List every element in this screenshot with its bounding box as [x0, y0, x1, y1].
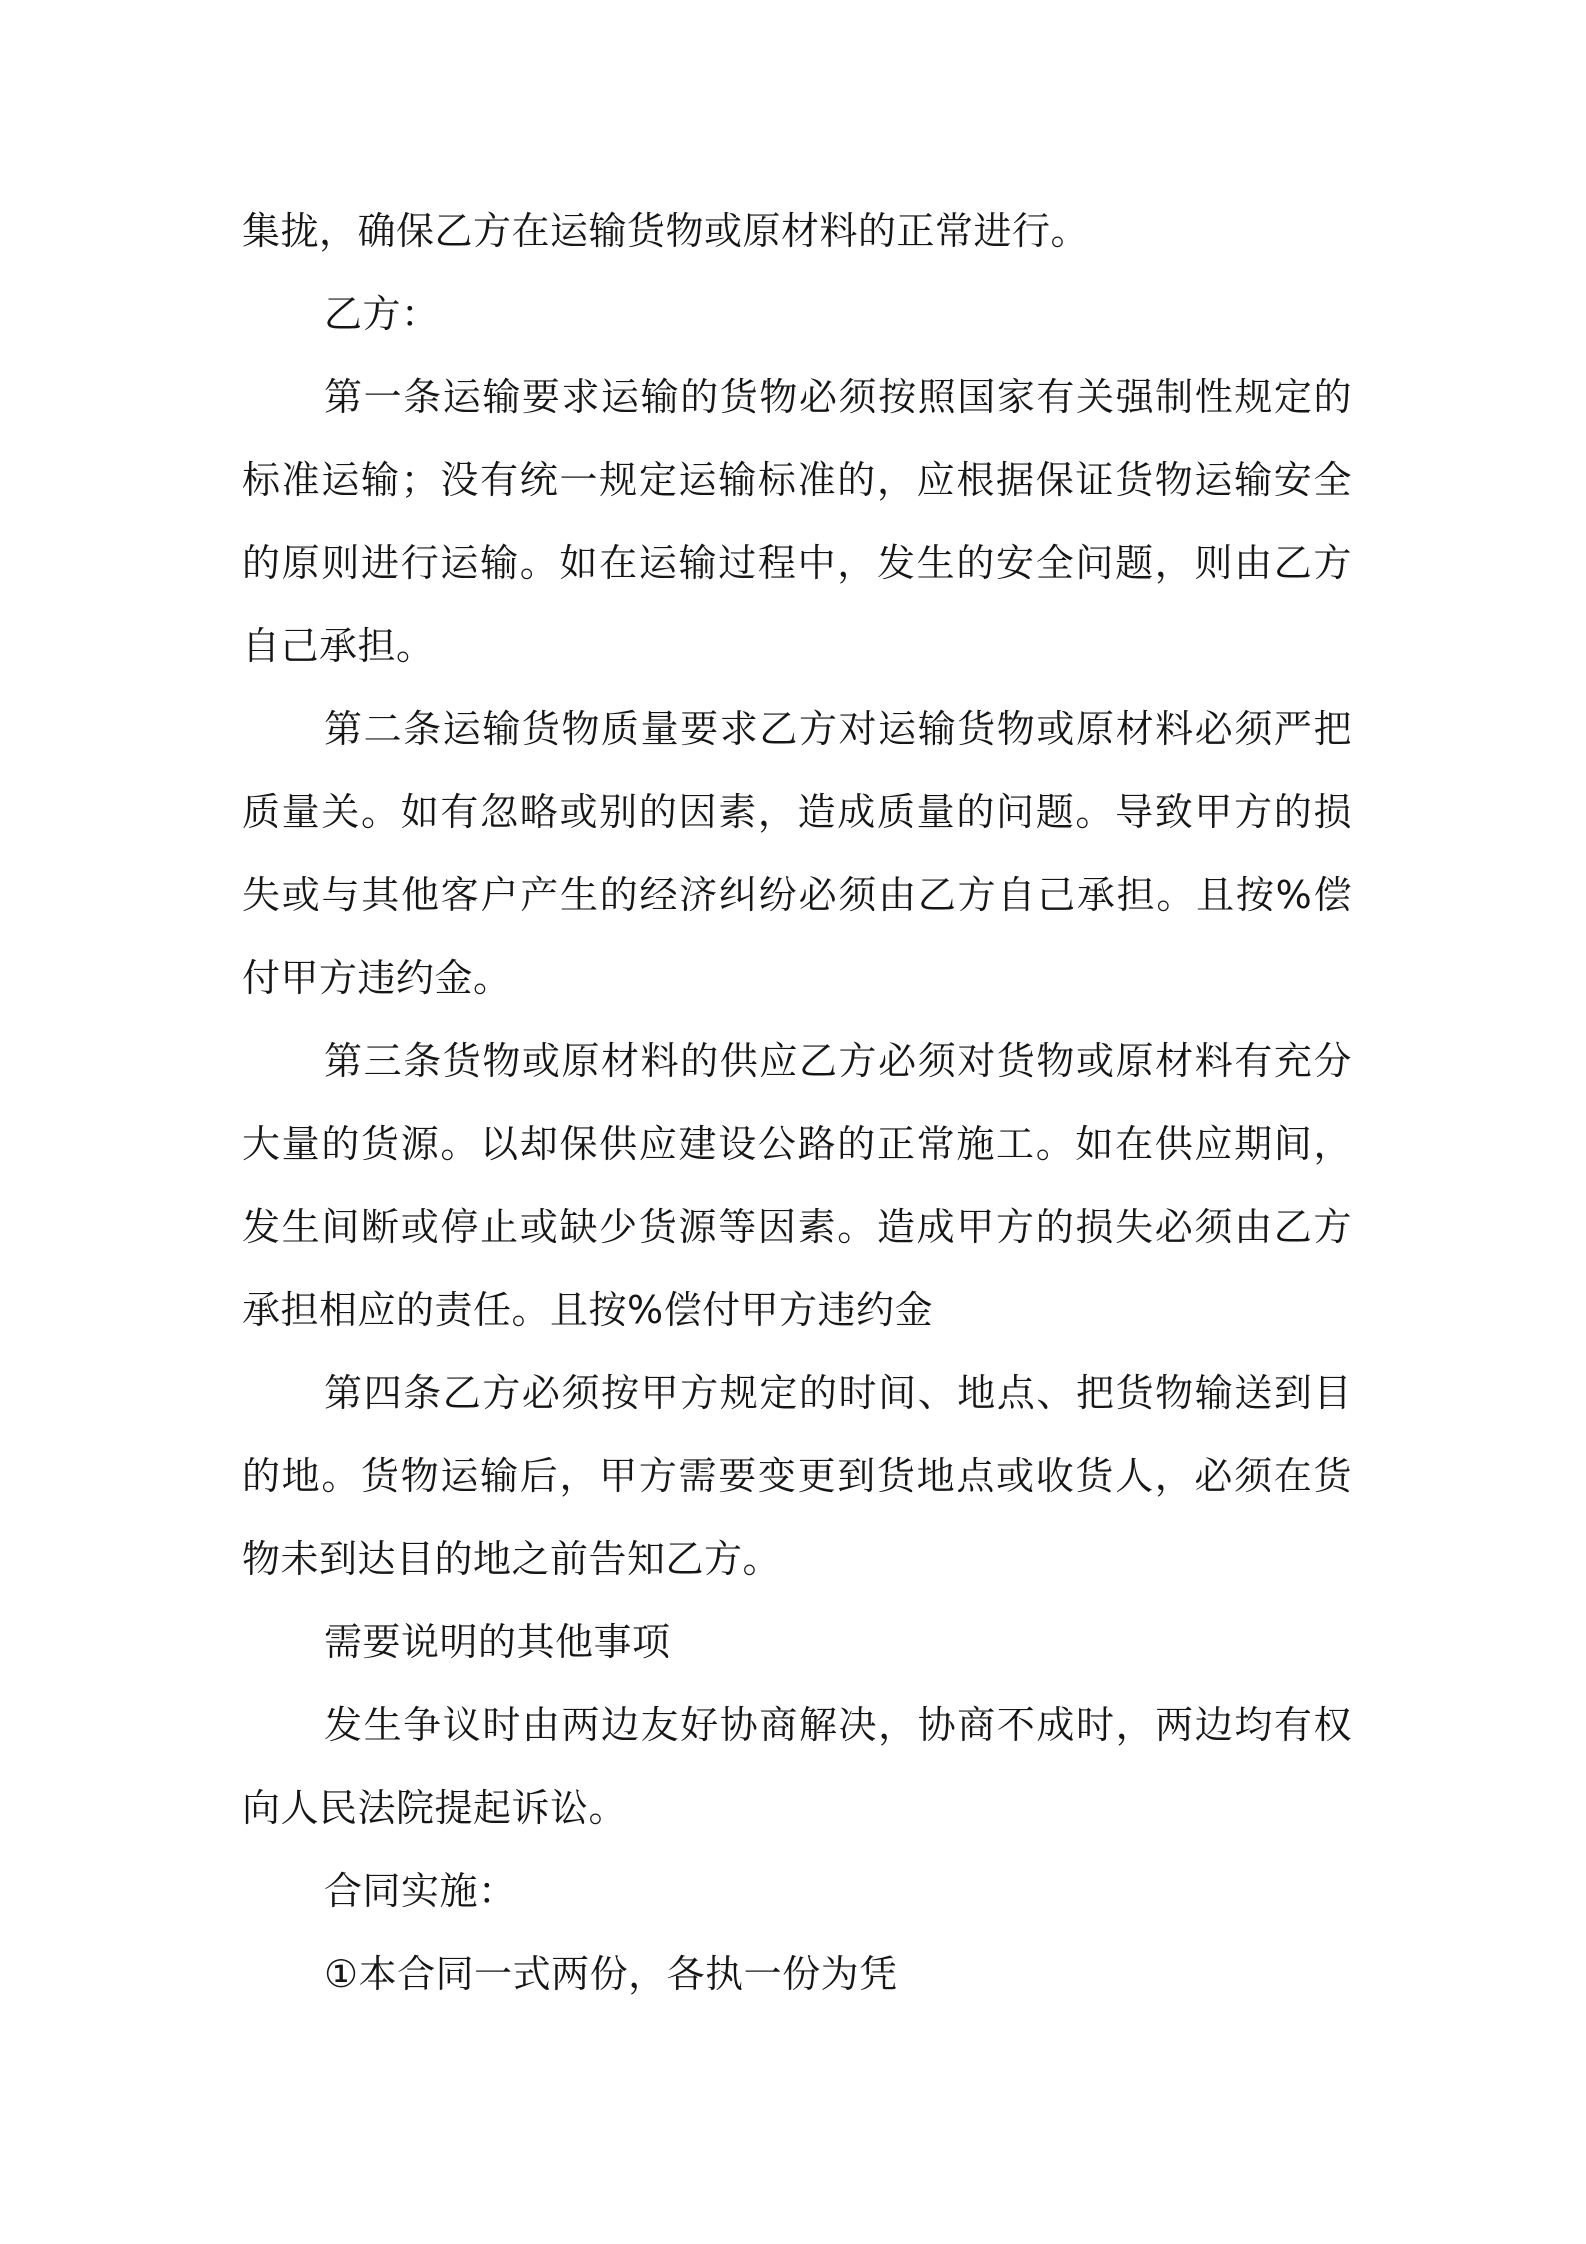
- article-1: 第一条运输要求运输的货物必须按照国家有关强制性规定的标准运输；没有统一规定运输标准的，应根据保证货物运输安全的原则进行运输。如在运输过程中，发生的安全问题，则由乙方自己承担。: [242, 375, 1352, 668]
- article-3: 第三条货物或原材料的供应乙方必须对货物或原材料有充分大量的货源。以却保供应建设公路的正常施工。如在供应期间，发生间断或停止或缺少货源等因素。造成甲方的损失必须由乙方承担相应的责任。且按%偿付甲方违约金: [242, 1039, 1352, 1332]
- other-matters-heading: 需要说明的其他事项: [324, 1620, 671, 1664]
- implementation-item-1: ①本合同一式两份，各执一份为凭: [324, 1952, 898, 1996]
- document-body: [242, 190, 1352, 2016]
- article-4: 第四条乙方必须按甲方规定的时间、地点、把货物输送到目的地。货物运输后，甲方需要变更到货地点或收货人，必须在货物未到达目的地之前告知乙方。: [242, 1371, 1352, 1581]
- party-b-heading: 乙方：: [324, 292, 440, 336]
- paragraph-continuation: 集拢，确保乙方在运输货物或原材料的正常进行。: [242, 209, 1090, 253]
- contract-implementation-heading: 合同实施：: [324, 1869, 517, 1913]
- dispute-clause: 发生争议时由两边友好协商解决，协商不成时，两边均有权向人民法院提起诉讼。: [242, 1703, 1352, 1830]
- article-2: 第二条运输货物质量要求乙方对运输货物或原材料必须严把质量关。如有忽略或别的因素，造成质量的问题。导致甲方的损失或与其他客户产生的经济纠纷必须由乙方自己承担。且按%偿付甲方违约金。: [242, 707, 1352, 1000]
